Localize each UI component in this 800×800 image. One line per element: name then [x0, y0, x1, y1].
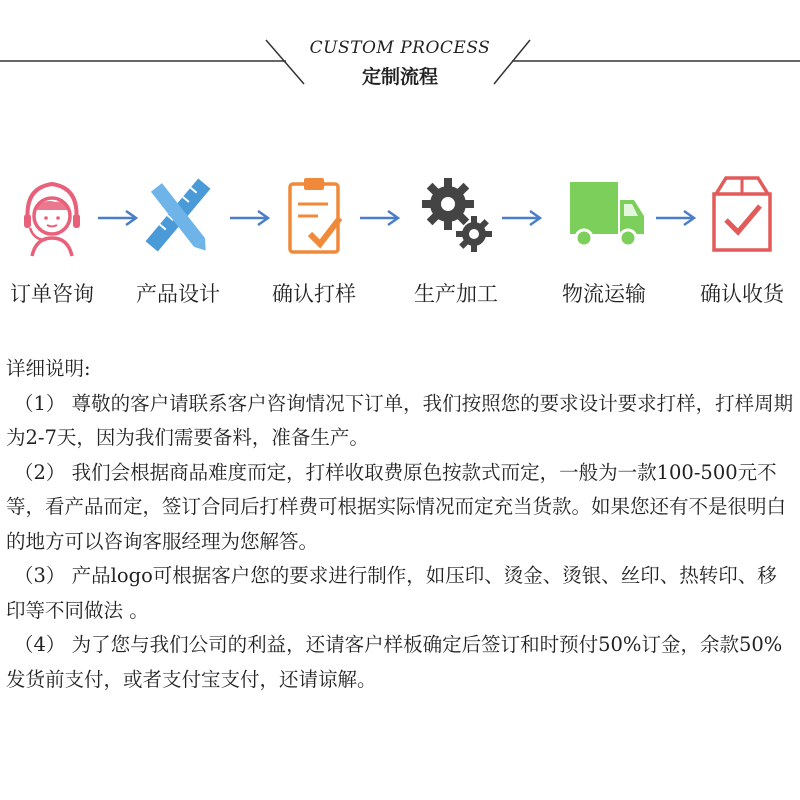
customer-service-icon	[12, 170, 92, 260]
box-check-icon	[702, 170, 782, 260]
details-paragraph: （2） 我们会根据商品难度而定，打样收取费原色按款式而定，一般为一款100-500元不等，看产品而定，签订合同后打样费可根据实际情况而定充当货款。如果您还有不是很明白的地方可以咨询客服经理为您解答。	[6, 460, 787, 553]
details-paragraph: （4） 为了您与我们公司的利益，还请客户样板确定后签订和时预付50%订金，余款50%发货前支付，或者支付宝支付，还请谅解。	[6, 633, 783, 691]
clipboard-check-icon	[274, 170, 354, 260]
title-english: CUSTOM PROCESS	[309, 38, 491, 58]
process-step-confirm-sample	[254, 170, 374, 308]
design-tools-icon	[138, 170, 218, 260]
gears-icon	[416, 170, 496, 260]
process-step-order-inquiry	[0, 170, 112, 308]
details-paragraph: （3） 产品logo可根据客户您的要求进行制作，如压印、烫金、烫银、丝印、热转印、移印等不同做法 。	[6, 564, 777, 622]
process-step-label: 确认收货	[700, 282, 784, 306]
process-step-label: 确认打样	[272, 282, 356, 306]
process-step-label: 产品设计	[136, 282, 220, 306]
process-step-label: 物流运输	[562, 282, 646, 306]
details-heading: 详细说明:	[6, 357, 91, 380]
process-flow	[0, 170, 800, 320]
process-step-label: 生产加工	[414, 282, 498, 306]
details-paragraph: （1） 尊敬的客户请联系客户咨询情况下订单，我们按照您的要求设计要求打样，打样周期为2-7天，因为我们需要备料，准备生产。	[6, 391, 794, 449]
process-step-product-design	[118, 170, 238, 308]
title-chinese: 定制流程	[361, 66, 438, 88]
arrow-right-icon	[500, 208, 544, 228]
process-step-confirm-receipt	[682, 170, 800, 308]
section-header	[0, 0, 800, 110]
details-section	[6, 352, 796, 697]
process-step-label: 订单咨询	[10, 282, 94, 306]
process-step-logistics	[544, 170, 664, 308]
truck-icon	[564, 170, 644, 260]
process-step-production	[396, 170, 516, 308]
